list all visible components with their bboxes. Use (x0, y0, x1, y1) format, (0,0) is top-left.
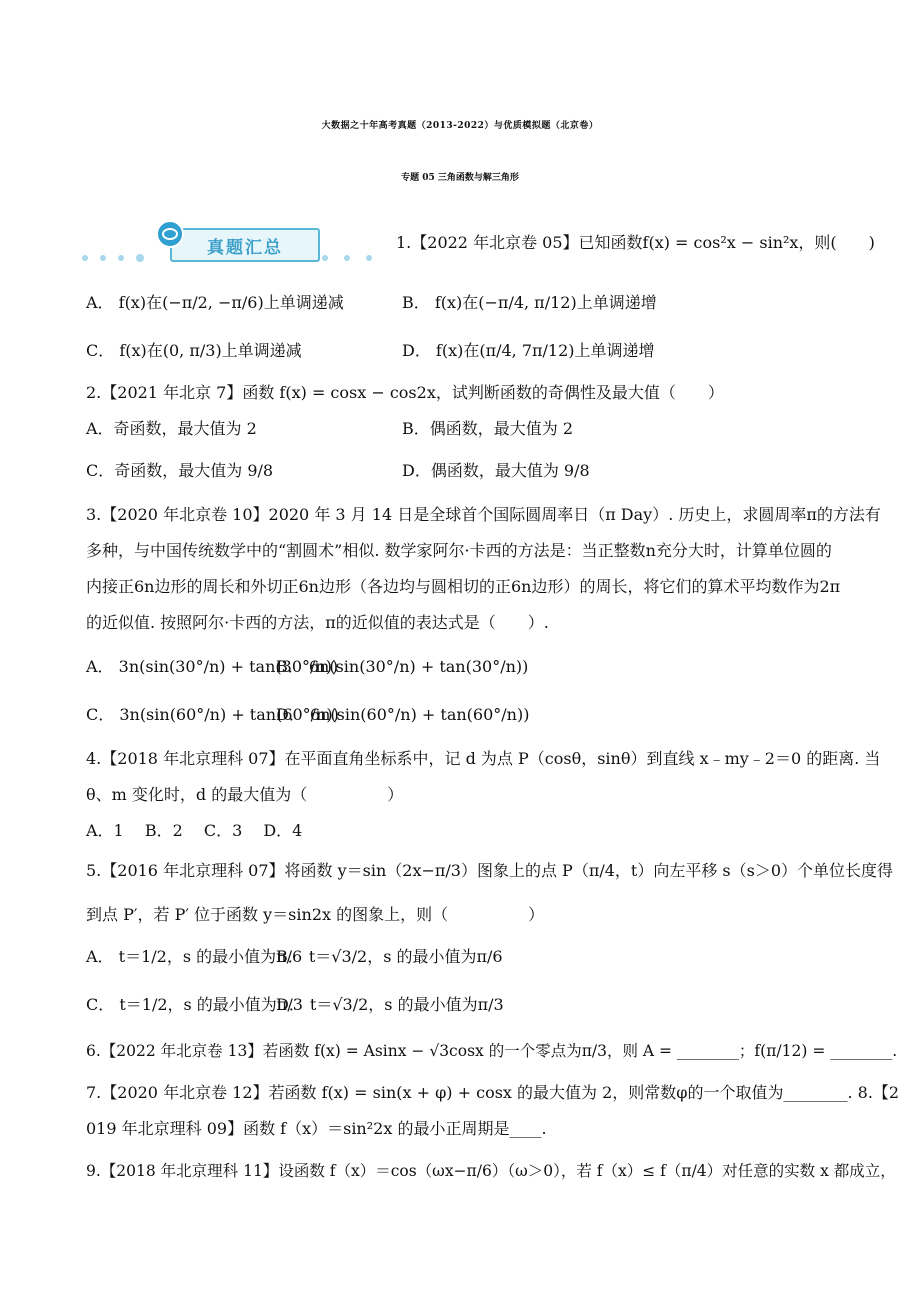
question-3-option-b: B． 6n(sin(30°/n) + tan(30°/n)) (276, 657, 529, 676)
question-5-line-2: 到点 P′，若 P′ 位于函数 y＝sin2x 的图象上，则（ ） (86, 905, 545, 924)
question-4-line-1: 4.【2018 年北京理科 07】在平面直角坐标系中，记 d 为点 P（cosθ，sinθ）到直线 x﹣my﹣2＝0 的距离. 当 (86, 749, 881, 768)
eye-icon (156, 220, 184, 248)
question-8-line-2: 019 年北京理科 09】函数 f（x）＝sin²2x 的最小正周期是____. (86, 1119, 547, 1138)
page-title: 大数据之十年高考真题（2013-2022）与优质模拟题（北京卷） (321, 121, 599, 131)
question-1-option-a: A． f(x)在(−π/2, −π/6)上单调递减 (86, 293, 344, 312)
question-1-formula: f(x) = cos²x − sin²x，则( ) (642, 233, 875, 252)
question-5-option-c: C． t＝1/2，s 的最小值为π/3 (86, 995, 303, 1014)
question-3-line-3: 内接正6n边形的周长和外切正6n边形（各边均与圆相切的正6n边形）的周长，将它们的算术平均数作为2π (86, 577, 841, 596)
page-subtitle: 专题 05 三角函数与解三角形 (401, 173, 519, 183)
question-3-line-4: 的近似值. 按照阿尔·卡西的方法，π的近似值的表达式是（ ）. (86, 613, 549, 632)
question-2-option-b: B．偶函数，最大值为 2 (402, 419, 574, 438)
section-badge-label: 真题汇总 (170, 228, 320, 262)
question-1-option-d: D． f(x)在(π/4, 7π/12)上单调递增 (402, 341, 655, 360)
question-6-stem: 6.【2022 年北京卷 13】若函数 f(x) = Asinx − √3cosx 的一个零点为π/3，则 A = ________；f(π/12) = ________. (86, 1042, 898, 1060)
question-1-stem: 1.【2022 年北京卷 05】已知函数f(x) = cos²x − sin²x，则( ) (396, 233, 875, 252)
question-7-line-1: 7.【2020 年北京卷 12】若函数 f(x) = sin(x + φ) + cosx 的最大值为 2，则常数φ的一个取值为________. 8.【2 (86, 1083, 900, 1102)
question-2-option-c: C．奇函数，最大值为 9/8 (86, 461, 274, 480)
question-2-stem: 2.【2021 年北京 7】函数 f(x) = cosx − cos2x，试判断函数的奇偶性及最大值（ ） (86, 383, 724, 402)
question-5-option-a: A． t＝1/2，s 的最小值为π/6 (86, 947, 303, 966)
question-2-option-d: D．偶函数，最大值为 9/8 (402, 461, 590, 480)
question-9-line-1: 9.【2018 年北京理科 11】设函数 f（x）＝cos（ωx−π/6）（ω＞0），若 f（x）≤ f（π/4）对任意的实数 x 都成立， (86, 1162, 896, 1180)
question-3-option-a: A． 3n(sin(30°/n) + tan(30°/n)) (86, 657, 339, 676)
question-5-option-b: B． t＝√3/2，s 的最小值为π/6 (276, 947, 503, 966)
question-3-line-2: 多种，与中国传统数学中的“割圆术”相似. 数学家阿尔·卡西的方法是：当正整数n充分大时，计算单位圆的 (86, 541, 832, 560)
question-3-line-1: 3.【2020 年北京卷 10】2020 年 3 月 14 日是全球首个国际圆周率日（π Day）. 历史上，求圆周率π的方法有 (86, 505, 881, 524)
question-4-options: A．1 B．2 C．3 D．4 (86, 821, 303, 840)
question-2-option-a: A．奇函数，最大值为 2 (86, 419, 257, 438)
question-1-option-b: B． f(x)在(−π/4, π/12)上单调递增 (402, 293, 657, 312)
question-3-option-d: D． 6n(sin(60°/n) + tan(60°/n)) (276, 705, 530, 724)
question-5-option-d: D． t＝√3/2，s 的最小值为π/3 (276, 995, 504, 1014)
section-badge (160, 222, 320, 262)
question-4-line-2: θ、m 变化时，d 的最大值为（ ） (86, 785, 404, 804)
question-5-line-1: 5.【2016 年北京理科 07】将函数 y＝sin（2x−π/3）图象上的点 P（π/4，t）向左平移 s（s＞0）个单位长度得 (86, 861, 894, 880)
question-1-option-c: C． f(x)在(0, π/3)上单调递减 (86, 341, 302, 360)
question-3-option-c: C． 3n(sin(60°/n) + tan(60°/n)) (86, 705, 339, 724)
